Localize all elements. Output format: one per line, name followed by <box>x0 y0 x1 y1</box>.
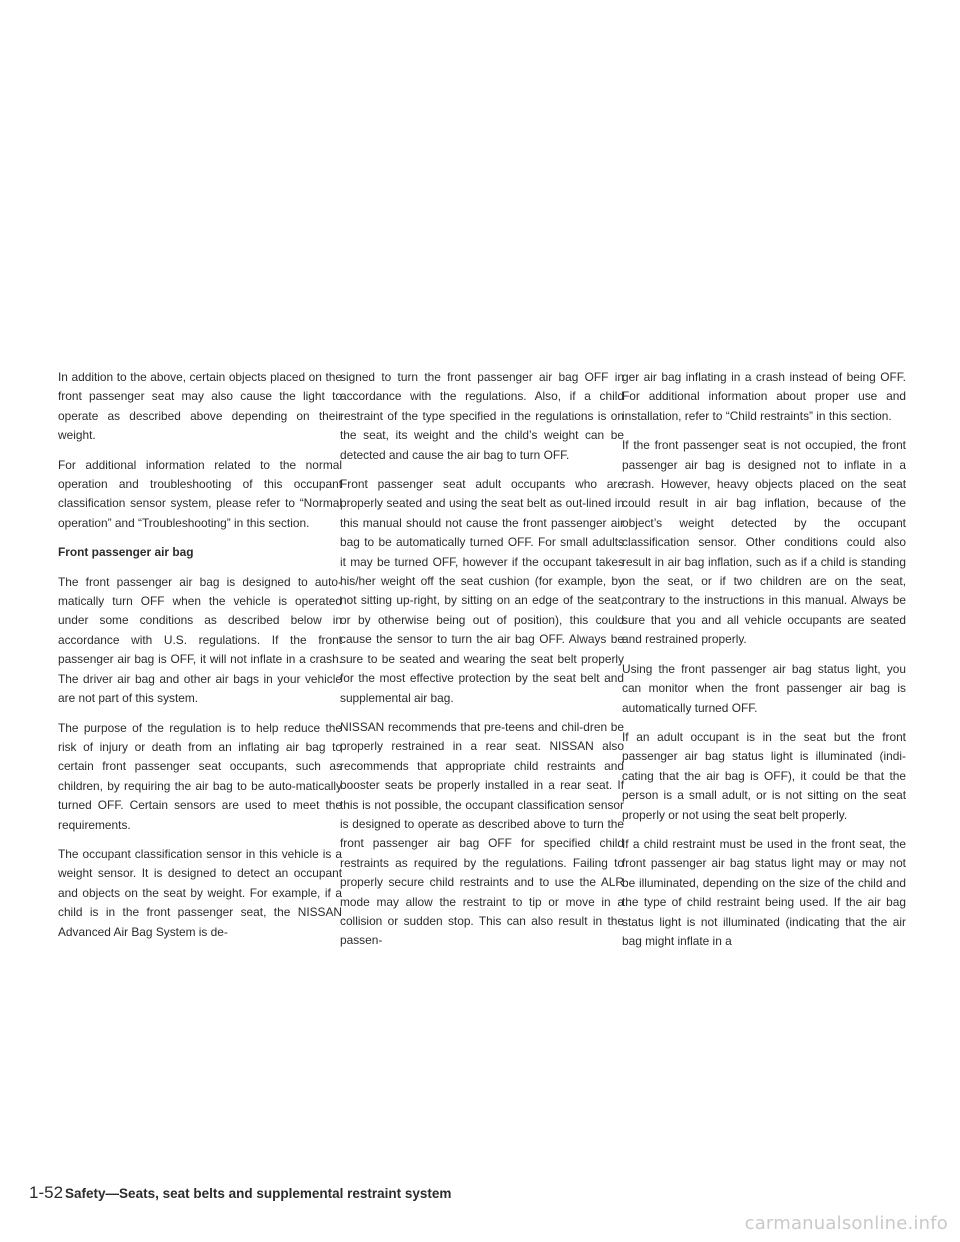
paragraph: Front passenger seat adult occupants who are properly seated and using the seat belt as out-lined in this manual should not cause the front passenger air bag to be automatically turned OFF. For small adults it may be turned OFF, however if the occupant takes his/her weight off the seat cushion (for example, by not sitting up-right, by sitting on an edge of the seat, or by otherwise being out of position), this could cause the sensor to turn the air bag OFF. Always be sure to be seated and wearing the seat belt properly for the most effective protection by the seat belt and supplemental air bag. <box>340 477 624 705</box>
text-column-1 <box>58 368 342 952</box>
footer-section-title: Safety—Seats, seat belts and supplemental restraint system <box>65 1186 452 1201</box>
paragraph: The front passenger air bag is designed to auto-matically turn OFF when the vehicle is operated under some conditions as described below in accordance with U.S. regulations. If the front passenger air bag is OFF, it will not inflate in a crash. The driver air bag and other air bags in your vehicle are not part of this system. <box>58 574 342 706</box>
section-heading: Front passenger air bag <box>58 545 194 560</box>
page-number: 1-52 <box>29 1183 64 1202</box>
article-body <box>0 368 960 1168</box>
text-column-3 <box>622 368 906 961</box>
paragraph: If an adult occupant is in the seat but the front passenger air bag status light is illuminated (indi-cating that the air bag is OFF), it could be that the person is a small adult, or is not sitting on the seat properly or not using the seat belt properly. <box>622 729 906 822</box>
paragraph: The occupant classification sensor in this vehicle is a weight sensor. It is designed to detect an occupant and objects on the seat by weight. For example, if a child is in the front passenger seat, the NISSAN Advanced Air Bag System is de- <box>58 846 342 939</box>
paragraph: NISSAN recommends that pre-teens and chil-dren be properly restrained in a rear seat. NISSAN also recommends that appropriate child restraints and booster seats be properly installed in a rear seat. If this is not possible, the occupant classification sensor is designed to operate as described above to turn the front passenger air bag OFF for specified child restraints as required by the regulations. Failing to properly secure child restraints and to use the ALR mode may allow the restraint to tip or move in a collision or sudden stop. This can also result in the passen- <box>340 719 624 948</box>
paragraph: If a child restraint must be used in the front seat, the front passenger air bag status light may or may not be illuminated, depending on the size of the child and the type of child restraint being used. If the air bag status light is not illuminated (indicating that the air bag might inflate in a <box>622 836 906 948</box>
paragraph: ger air bag inflating in a crash instead of being OFF. For additional information about proper use and installation, refer to “Child restraints” in this section. <box>622 370 906 423</box>
paragraph: If the front passenger seat is not occupied, the front passenger air bag is designed not to inflate in a crash. However, heavy objects placed on the seat could result in air bag inflation, because of the object’s weight detected by the occupant classification sensor. Other conditions could also result in air bag inflation, such as if a child is standing on the seat, or if two children are on the seat, contrary to the instructions in this manual. Always be sure that you and all vehicle occupants are seated and restrained properly. <box>622 438 906 647</box>
paragraph: In addition to the above, certain objects placed on the front passenger seat may also cause the light to operate as described above depending on their weight. <box>58 370 342 443</box>
site-watermark: carmanualsonline.info <box>744 1213 948 1234</box>
paragraph: For additional information related to the normal operation and troubleshooting of this occupant classification sensor system, please refer to “Normal operation” and “Troubleshooting” in this section. <box>58 457 342 530</box>
paragraph: The purpose of the regulation is to help reduce the risk of injury or death from an inflating air bag to certain front passenger seat occupants, such as children, by requiring the air bag to be auto-matically turned OFF. Certain sensors are used to meet the requirements. <box>58 720 342 832</box>
paragraph: Using the front passenger air bag status light, you can monitor when the front passenger air bag is automatically turned OFF. <box>622 661 906 715</box>
paragraph: signed to turn the front passenger air bag OFF in accordance with the regulations. Also, if a child restraint of the type specified in the regulations is on the seat, its weight and the child’s weight can be detected and cause the air bag to turn OFF. <box>340 370 624 462</box>
text-column-2 <box>340 368 624 961</box>
page-footer <box>29 1183 451 1207</box>
